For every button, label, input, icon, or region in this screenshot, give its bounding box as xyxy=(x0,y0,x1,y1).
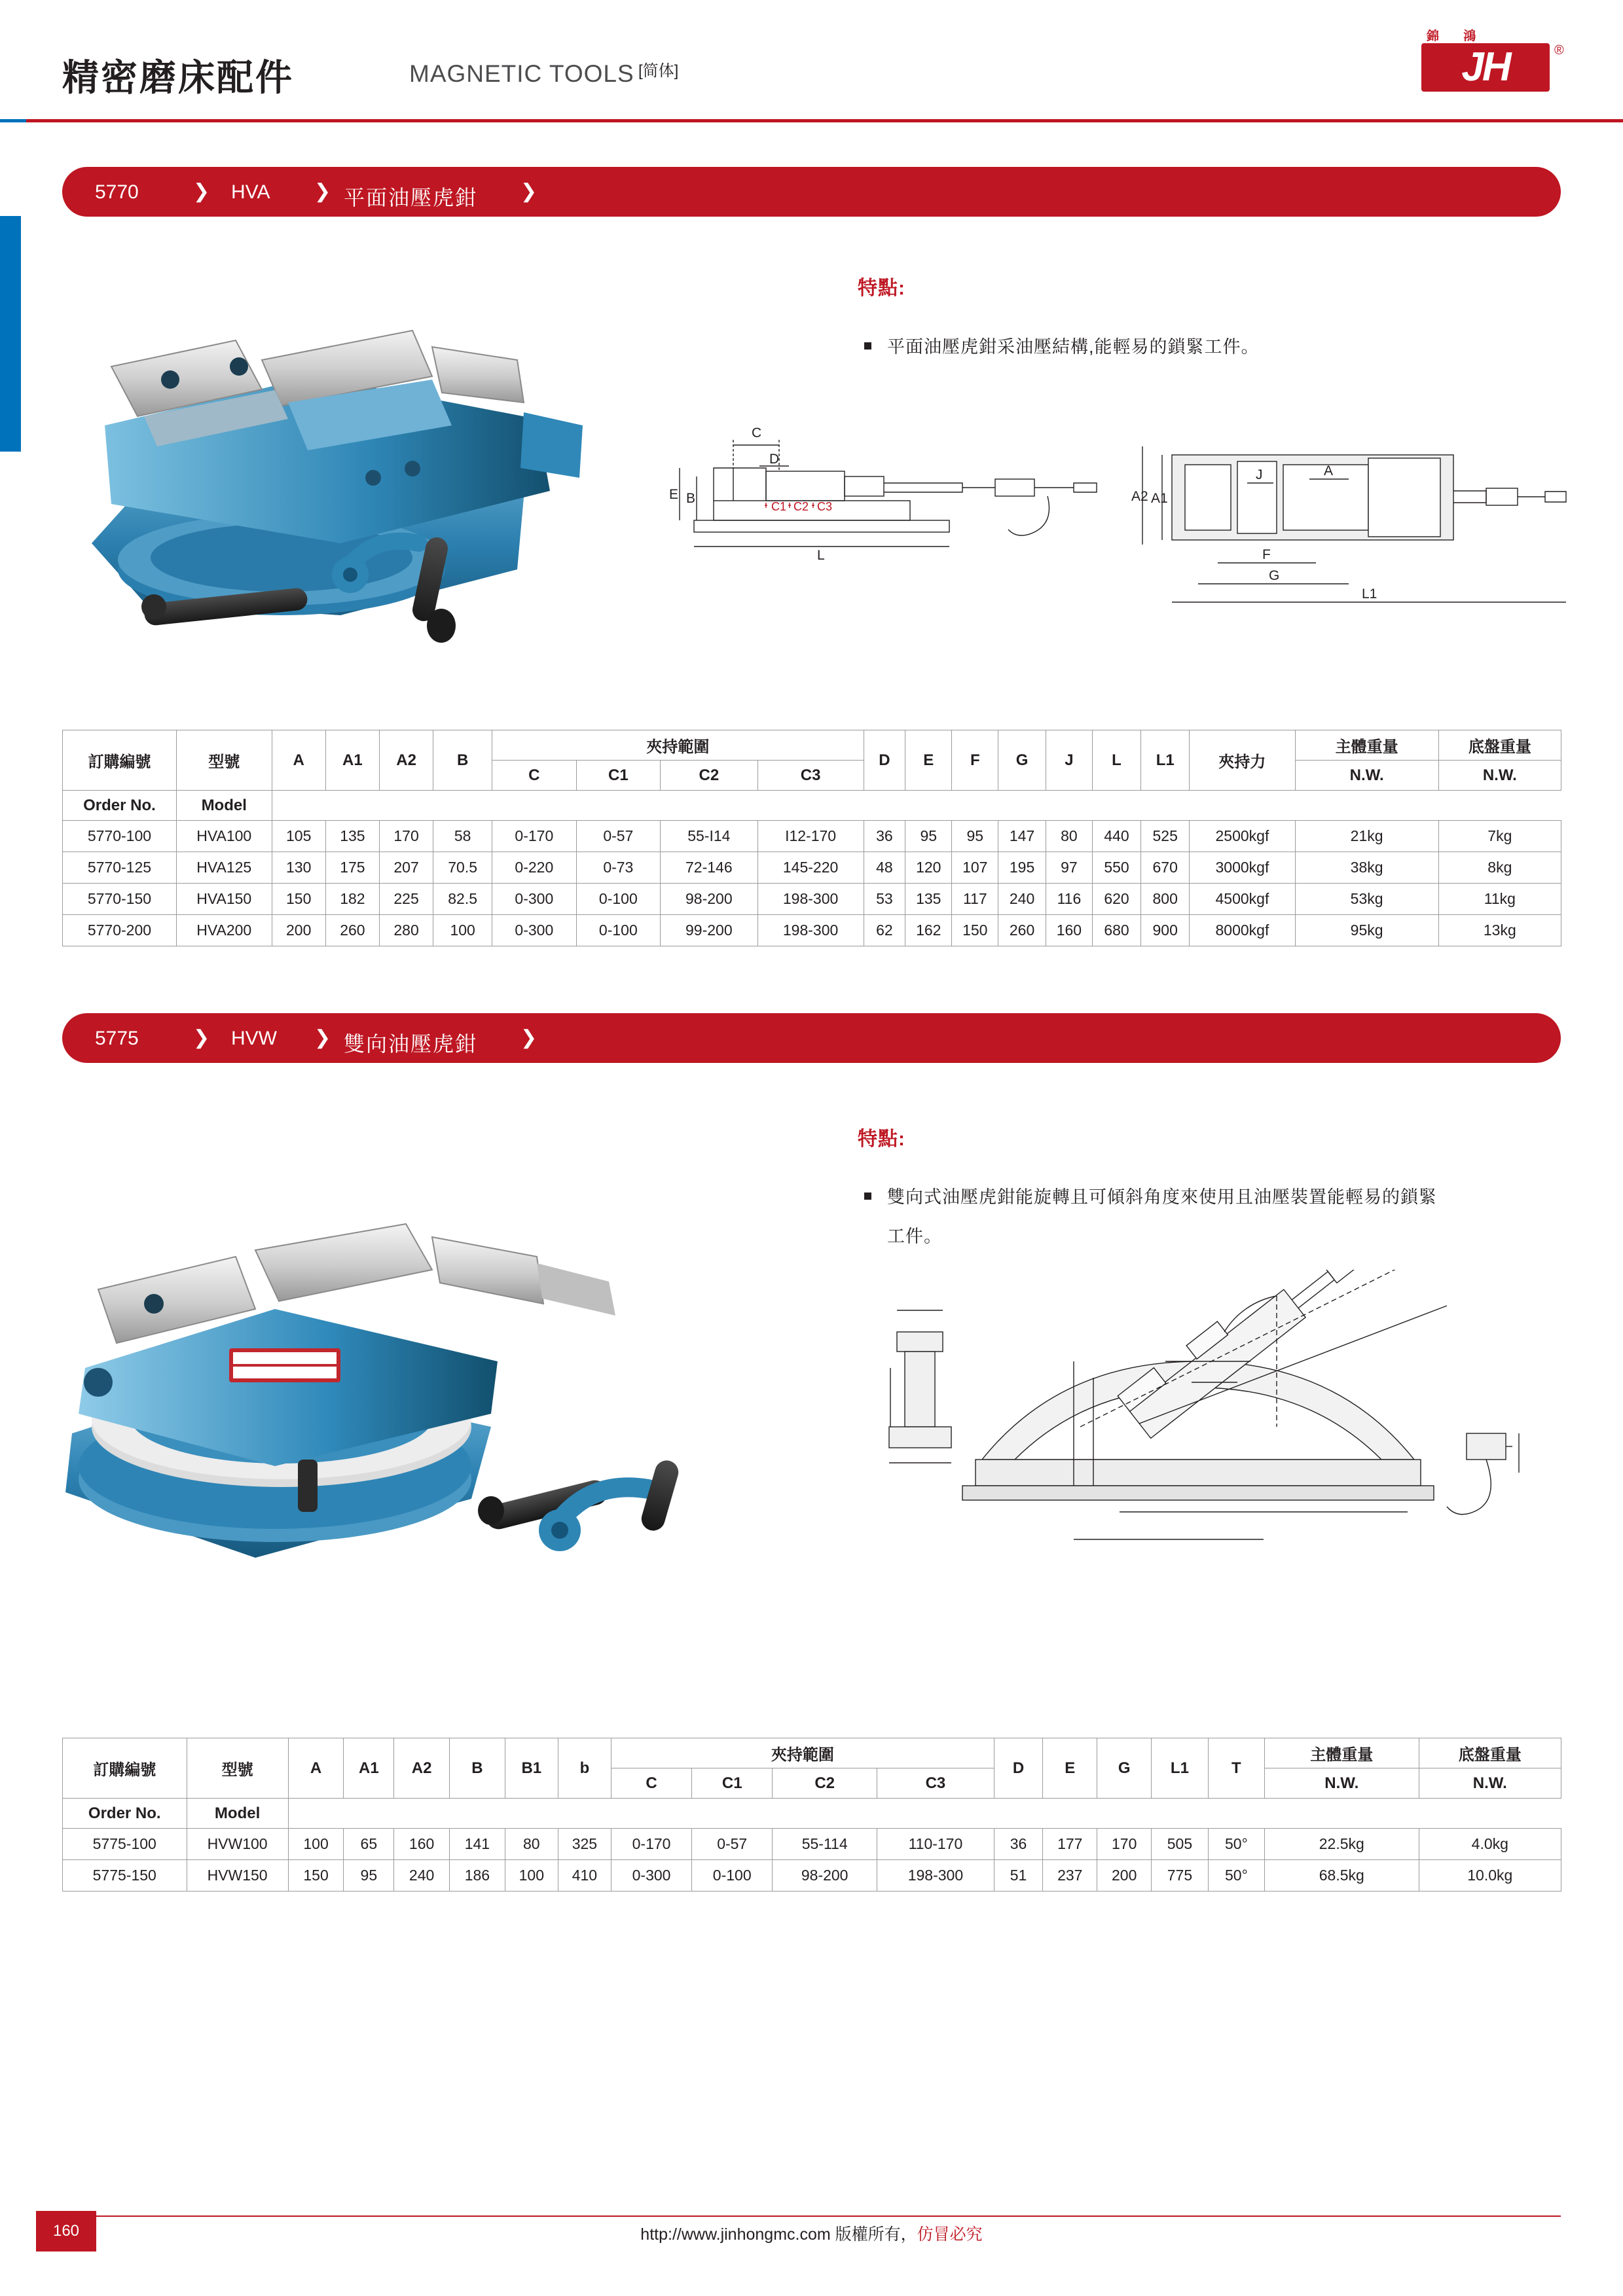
cell-a: 100 xyxy=(288,1829,344,1860)
cell-j: 116 xyxy=(1046,884,1092,915)
svg-text:L1: L1 xyxy=(1362,586,1377,601)
feature-text-2-2: 工件。 xyxy=(887,1227,942,1246)
logo-chinese-name: 錦 鴻 xyxy=(1427,29,1487,43)
th-clamp-force: 夾持力 xyxy=(1190,730,1295,791)
th-a1: A1 xyxy=(325,730,379,791)
cell-a1: 95 xyxy=(344,1860,394,1892)
cell-a1: 175 xyxy=(325,852,379,884)
cell-c: 0-170 xyxy=(611,1829,691,1860)
brand-logo xyxy=(1421,26,1572,95)
cell-c: 0-220 xyxy=(492,852,577,884)
cell-c3: I12-170 xyxy=(757,821,864,852)
cell-b: 70.5 xyxy=(433,852,492,884)
cell-g: 170 xyxy=(1097,1829,1152,1860)
cell-f: 117 xyxy=(952,884,998,915)
chevron-right-icon: ❯ xyxy=(314,1027,331,1049)
cell-model: HVW100 xyxy=(187,1829,288,1860)
th-l1: L1 xyxy=(1152,1738,1209,1799)
th-clamp-range: 夾持範圍 xyxy=(492,730,864,761)
cell-b1: 100 xyxy=(505,1860,558,1892)
features-title-1: 特點: xyxy=(858,278,905,299)
svg-text:B: B xyxy=(686,491,696,506)
cell-e: 95 xyxy=(905,821,952,852)
chevron-right-icon: ❯ xyxy=(520,181,538,202)
th-order-no-en: Order No. xyxy=(63,791,177,821)
cell-j: 97 xyxy=(1046,852,1092,884)
logo-registered-icon: ® xyxy=(1554,43,1564,58)
header-divider-accent xyxy=(0,119,26,122)
cell-b-lower: 410 xyxy=(558,1860,611,1892)
cell-model: HVW150 xyxy=(187,1860,288,1892)
chevron-right-icon: ❯ xyxy=(193,181,210,202)
th-c1: C1 xyxy=(576,761,661,791)
table-row xyxy=(63,1860,1561,1892)
cell-order-no: 5775-150 xyxy=(63,1860,187,1892)
svg-text:B1: B1 xyxy=(1527,1444,1544,1460)
th-b: B xyxy=(450,1738,505,1799)
th-b-lower: b xyxy=(558,1738,611,1799)
cell-body-weight: 22.5kg xyxy=(1265,1829,1419,1860)
th-a2: A2 xyxy=(379,730,433,791)
cell-body-weight: 38kg xyxy=(1295,852,1438,884)
th-e: E xyxy=(905,730,952,791)
th-c3: C3 xyxy=(757,761,864,791)
cell-c1: 0-100 xyxy=(576,915,661,946)
th-d: D xyxy=(994,1738,1043,1799)
language-tag: [简体] xyxy=(638,62,679,80)
cell-l: 440 xyxy=(1092,821,1140,852)
cell-base-weight: 4.0kg xyxy=(1419,1829,1561,1860)
th-g: G xyxy=(998,730,1046,791)
svg-text:A: A xyxy=(1324,463,1334,478)
svg-text:C2: C2 xyxy=(793,500,809,513)
svg-text:C1: C1 xyxy=(771,500,787,513)
cell-b-lower: 325 xyxy=(558,1829,611,1860)
th-a: A xyxy=(288,1738,344,1799)
features-title-2: 特點: xyxy=(858,1128,905,1150)
cell-model: HVA150 xyxy=(176,884,272,915)
th-body-weight-cn: 主體重量 xyxy=(1295,730,1438,761)
th-body-weight-nw: N.W. xyxy=(1265,1768,1419,1799)
technical-drawing-hva xyxy=(655,406,1571,622)
th-model-en: Model xyxy=(176,791,272,821)
spec-table-hvw xyxy=(62,1738,1561,1892)
section-banner-5770 xyxy=(62,167,1561,217)
th-c2: C2 xyxy=(773,1768,877,1799)
cell-f: 95 xyxy=(952,821,998,852)
cell-a1: 65 xyxy=(344,1829,394,1860)
cell-order-no: 5770-200 xyxy=(63,915,177,946)
header-divider xyxy=(0,119,1623,122)
feature-text-2-1: 雙向式油壓虎鉗能旋轉且可傾斜角度來使用且油壓裝置能輕易的鎖緊 xyxy=(887,1187,1437,1207)
cell-base-weight: 10.0kg xyxy=(1419,1860,1561,1892)
banner-name: 雙向油壓虎鉗 xyxy=(344,1032,478,1056)
section-banner-5775 xyxy=(62,1013,1561,1063)
th-base-weight-nw: N.W. xyxy=(1438,761,1561,791)
cell-e: 177 xyxy=(1043,1829,1097,1860)
chevron-right-icon: ❯ xyxy=(314,181,331,202)
th-b: B xyxy=(433,730,492,791)
svg-text:L: L xyxy=(817,548,825,563)
cell-d: 62 xyxy=(864,915,905,946)
th-base-weight-cn: 底盤重量 xyxy=(1419,1738,1561,1768)
th-c1: C1 xyxy=(692,1768,773,1799)
banner-code: 5775 xyxy=(95,1028,139,1049)
cell-body-weight: 21kg xyxy=(1295,821,1438,852)
banner-code: 5770 xyxy=(95,181,139,203)
cell-b: 100 xyxy=(433,915,492,946)
page-number: 160 xyxy=(36,2211,96,2251)
cell-t: 50° xyxy=(1208,1829,1264,1860)
th-c2: C2 xyxy=(661,761,757,791)
cell-c2: 72-146 xyxy=(661,852,757,884)
table-row xyxy=(63,915,1561,946)
cell-a: 105 xyxy=(272,821,325,852)
chevron-right-icon: ❯ xyxy=(520,1027,538,1049)
cell-body-weight: 95kg xyxy=(1295,915,1438,946)
footer-divider xyxy=(62,2215,1561,2217)
cell-a2: 240 xyxy=(394,1860,450,1892)
cell-b: 141 xyxy=(450,1829,505,1860)
th-clamp-range: 夾持範圍 xyxy=(611,1738,994,1768)
cell-model: HVA100 xyxy=(176,821,272,852)
cell-c1: 0-100 xyxy=(576,884,661,915)
th-order-no-cn: 訂購編號 xyxy=(63,730,177,791)
spec-table-hvw-body xyxy=(63,1829,1561,1892)
svg-text:A2: A2 xyxy=(1131,489,1148,504)
bullet-icon xyxy=(864,342,871,350)
technical-drawing-hvw xyxy=(858,1270,1571,1597)
svg-text:G: G xyxy=(1165,1542,1176,1557)
cell-c3: 110-170 xyxy=(877,1829,994,1860)
cell-a: 150 xyxy=(288,1860,344,1892)
cell-l: 620 xyxy=(1092,884,1140,915)
cell-e: 162 xyxy=(905,915,952,946)
cell-l1: 525 xyxy=(1141,821,1190,852)
cell-l1: 670 xyxy=(1141,852,1190,884)
cell-b: 186 xyxy=(450,1860,505,1892)
cell-e: 237 xyxy=(1043,1860,1097,1892)
th-t: T xyxy=(1208,1738,1264,1799)
cell-d: 48 xyxy=(864,852,905,884)
th-g: G xyxy=(1097,1738,1152,1799)
svg-text:C: C xyxy=(752,425,762,440)
cell-g: 200 xyxy=(1097,1860,1152,1892)
cell-a: 150 xyxy=(272,884,325,915)
cell-e: 135 xyxy=(905,884,952,915)
svg-text:F: F xyxy=(1262,547,1271,562)
page-subtitle-en: MAGNETIC TOOLS xyxy=(409,60,634,87)
th-model-cn: 型號 xyxy=(176,730,272,791)
cell-model: HVA200 xyxy=(176,915,272,946)
svg-text:A1: A1 xyxy=(875,1389,892,1404)
svg-text:b: b xyxy=(1261,1515,1269,1530)
cell-a2: 160 xyxy=(394,1829,450,1860)
cell-clamp-force: 8000kgf xyxy=(1190,915,1295,946)
cell-c3: 145-220 xyxy=(757,852,864,884)
cell-c3: 198-300 xyxy=(757,915,864,946)
th-model-cn: 型號 xyxy=(187,1738,288,1799)
cell-j: 80 xyxy=(1046,821,1092,852)
side-index-tab xyxy=(0,216,21,452)
th-body-weight-cn: 主體重量 xyxy=(1265,1738,1419,1768)
banner-name: 平面油壓虎鉗 xyxy=(344,186,478,209)
footer-copyright-warning: 仿冒必究 xyxy=(917,2225,983,2244)
cell-f: 150 xyxy=(952,915,998,946)
th-base-weight-nw: N.W. xyxy=(1419,1768,1561,1799)
cell-base-weight: 11kg xyxy=(1438,884,1561,915)
cell-base-weight: 13kg xyxy=(1438,915,1561,946)
page-header xyxy=(0,0,1623,128)
cell-a1: 182 xyxy=(325,884,379,915)
cell-l1: 800 xyxy=(1141,884,1190,915)
svg-text:A: A xyxy=(915,1293,925,1308)
cell-base-weight: 7kg xyxy=(1438,821,1561,852)
cell-b: 58 xyxy=(433,821,492,852)
table-row xyxy=(63,852,1561,884)
svg-text:L1: L1 xyxy=(1316,1336,1332,1352)
cell-l: 550 xyxy=(1092,852,1140,884)
table-row xyxy=(63,884,1561,915)
spec-table-hva-body xyxy=(63,821,1561,946)
svg-text:G: G xyxy=(1269,568,1280,583)
cell-a1: 260 xyxy=(325,915,379,946)
cell-a2: 225 xyxy=(379,884,433,915)
cell-d: 51 xyxy=(994,1860,1043,1892)
th-a1: A1 xyxy=(344,1738,394,1799)
th-order-no-cn: 訂購編號 xyxy=(63,1738,187,1799)
svg-text:D: D xyxy=(769,452,780,467)
cell-clamp-force: 3000kgf xyxy=(1190,852,1295,884)
svg-text:T: T xyxy=(1224,1284,1233,1299)
footer-copyright: 版權所有， xyxy=(835,2225,917,2244)
cell-e: 120 xyxy=(905,852,952,884)
th-a: A xyxy=(272,730,325,791)
cell-d: 36 xyxy=(994,1829,1043,1860)
cell-d: 53 xyxy=(864,884,905,915)
cell-clamp-force: 2500kgf xyxy=(1190,821,1295,852)
th-b1: B1 xyxy=(505,1738,558,1799)
cell-l1: 900 xyxy=(1141,915,1190,946)
cell-l: 680 xyxy=(1092,915,1140,946)
cell-c2: 98-200 xyxy=(773,1860,877,1892)
cell-b1: 80 xyxy=(505,1829,558,1860)
th-c: C xyxy=(611,1768,691,1799)
th-j: J xyxy=(1046,730,1092,791)
cell-l1: 775 xyxy=(1152,1860,1209,1892)
cell-order-no: 5770-150 xyxy=(63,884,177,915)
th-l: L xyxy=(1092,730,1140,791)
th-c: C xyxy=(492,761,577,791)
product-photo-hvw xyxy=(39,1152,733,1604)
cell-a1: 135 xyxy=(325,821,379,852)
th-c3: C3 xyxy=(877,1768,994,1799)
th-a2: A2 xyxy=(394,1738,450,1799)
cell-clamp-force: 4500kgf xyxy=(1190,884,1295,915)
cell-order-no: 5775-100 xyxy=(63,1829,187,1860)
th-f: F xyxy=(952,730,998,791)
cell-order-no: 5770-125 xyxy=(63,852,177,884)
cell-c2: 55-114 xyxy=(773,1829,877,1860)
th-e: E xyxy=(1043,1738,1097,1799)
cell-g: 260 xyxy=(998,915,1046,946)
th-l1: L1 xyxy=(1141,730,1190,791)
cell-c2: 98-200 xyxy=(661,884,757,915)
cell-body-weight: 68.5kg xyxy=(1265,1860,1419,1892)
logo-mark xyxy=(1421,43,1550,92)
cell-c1: 0-57 xyxy=(692,1829,773,1860)
cell-model: HVA125 xyxy=(176,852,272,884)
th-order-no-en: Order No. xyxy=(63,1799,187,1829)
footer-text xyxy=(0,2221,1623,2245)
cell-a2: 207 xyxy=(379,852,433,884)
cell-b: 82.5 xyxy=(433,884,492,915)
th-d: D xyxy=(864,730,905,791)
banner-series: HVW xyxy=(231,1028,277,1049)
cell-a2: 280 xyxy=(379,915,433,946)
cell-g: 147 xyxy=(998,821,1046,852)
logo-initials: JH xyxy=(1461,45,1510,90)
cell-c: 0-300 xyxy=(492,884,577,915)
cell-c2: 55-I14 xyxy=(661,821,757,852)
th-model-en: Model xyxy=(187,1799,288,1829)
table-row xyxy=(63,1829,1561,1860)
table-row xyxy=(63,821,1561,852)
cell-c3: 198-300 xyxy=(877,1860,994,1892)
footer-url[interactable]: http://www.jinhongmc.com xyxy=(640,2225,831,2244)
spec-table-hva xyxy=(62,730,1561,946)
bullet-icon xyxy=(864,1193,871,1200)
cell-j: 160 xyxy=(1046,915,1092,946)
cell-c: 0-300 xyxy=(611,1860,691,1892)
cell-l1: 505 xyxy=(1152,1829,1209,1860)
cell-a2: 170 xyxy=(379,821,433,852)
chevron-right-icon: ❯ xyxy=(193,1027,210,1049)
svg-text:J: J xyxy=(1256,467,1263,482)
cell-g: 240 xyxy=(998,884,1046,915)
cell-order-no: 5770-100 xyxy=(63,821,177,852)
cell-c3: 198-300 xyxy=(757,884,864,915)
cell-a: 130 xyxy=(272,852,325,884)
cell-c2: 99-200 xyxy=(661,915,757,946)
cell-c: 0-300 xyxy=(492,915,577,946)
svg-text:E: E xyxy=(669,487,679,502)
cell-d: 36 xyxy=(864,821,905,852)
th-base-weight-cn: 底盤重量 xyxy=(1438,730,1561,761)
cell-c1: 0-73 xyxy=(576,852,661,884)
cell-f: 107 xyxy=(952,852,998,884)
cell-base-weight: 8kg xyxy=(1438,852,1561,884)
page-title: 精密磨床配件 xyxy=(62,57,294,98)
cell-c1: 0-57 xyxy=(576,821,661,852)
svg-text:A1: A1 xyxy=(1151,491,1168,506)
svg-text:C3: C3 xyxy=(817,500,833,513)
cell-c: 0-170 xyxy=(492,821,577,852)
svg-text:A2: A2 xyxy=(910,1466,927,1481)
banner-series: HVA xyxy=(231,181,270,203)
feature-text-1-1: 平面油壓虎鉗采油壓結構,能輕易的鎖緊工件。 xyxy=(887,337,1260,357)
cell-t: 50° xyxy=(1208,1860,1264,1892)
th-body-weight-nw: N.W. xyxy=(1295,761,1438,791)
cell-a: 200 xyxy=(272,915,325,946)
product-photo-hva xyxy=(65,262,720,681)
cell-c1: 0-100 xyxy=(692,1860,773,1892)
cell-body-weight: 53kg xyxy=(1295,884,1438,915)
cell-g: 195 xyxy=(998,852,1046,884)
